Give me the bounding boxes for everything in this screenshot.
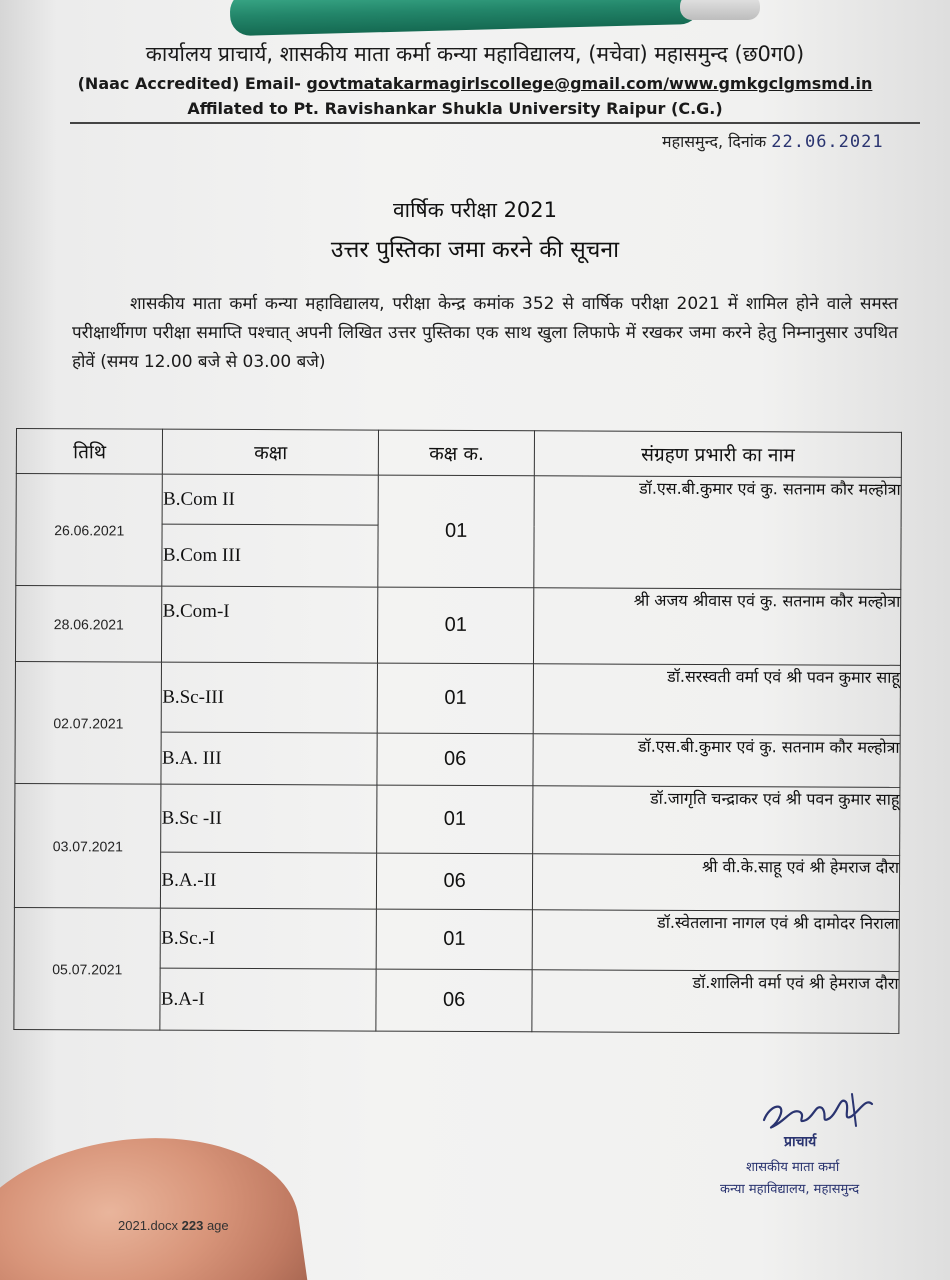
date-cell: 02.07.2021 [15, 661, 162, 784]
class-cell: B.Com-I [162, 586, 378, 663]
header-class: कक्षा [163, 429, 379, 475]
footer-page-word: age [206, 1218, 229, 1233]
signature-scribble [756, 1086, 886, 1136]
class-cell: B.Sc-III [162, 662, 378, 733]
signature-role: प्राचार्य [784, 1134, 817, 1150]
room-cell: 06 [377, 733, 533, 786]
signature-org-line2: कन्या महाविद्यालय, महासमुन्द [720, 1182, 860, 1197]
place-date-label: महासमुन्द, दिनांक [662, 132, 767, 151]
date-cell: 05.07.2021 [14, 907, 161, 1030]
class-cell: B.A-I [160, 968, 376, 1031]
schedule-table [13, 428, 902, 1034]
table-row [15, 586, 900, 666]
room-cell: 06 [376, 969, 532, 1032]
class-cell: B.Sc.-I [161, 908, 377, 969]
pen-object [230, 0, 701, 36]
class-cell: B.A.-II [161, 852, 377, 909]
pen-cap [680, 0, 760, 20]
email-address: govtmatakarmagirlscollege@gmail.com/www.gmkgclgmsmd.in [306, 74, 873, 93]
header-incharge: संग्रहण प्रभारी का नाम [534, 431, 901, 478]
header-room: कक्ष क. [378, 430, 534, 476]
class-cell: B.Com II [162, 474, 378, 525]
incharge-cell: डॉ.जागृति चन्द्राकर एवं श्री पवन कुमार साहू [533, 786, 900, 856]
room-cell: 01 [377, 785, 533, 854]
incharge-cell: श्री वी.के.साहू एवं श्री हेमराज दौरा [533, 854, 900, 912]
table-row [16, 474, 901, 528]
signature-org-line1: शासकीय माता कर्मा [746, 1160, 840, 1175]
incharge-cell: डॉ.एस.बी.कुमार एवं कु. सतनाम कौर मल्होत्रा [533, 734, 900, 788]
table-header-row [16, 429, 901, 478]
email-prefix: (Naac Accredited) Email- [77, 74, 301, 93]
class-cell: B.Sc -II [161, 784, 377, 853]
place-date [662, 130, 884, 152]
office-line: कार्यालय प्राचार्य, शासकीय माता कर्मा कन्या महाविद्यालय, (मचेवा) महासमुन्द (छ0ग0) [145, 42, 805, 66]
room-cell: 01 [378, 475, 534, 588]
incharge-cell: श्री अजय श्रीवास एवं कु. सतनाम कौर मल्होत्रा [534, 588, 901, 666]
room-cell: 01 [378, 587, 534, 664]
handwritten-date: 22.06.2021 [771, 132, 884, 152]
table-row [15, 661, 900, 735]
affiliation-line: Affilated to Pt. Ravishankar Shukla University Raipur (C.G.) [187, 99, 723, 118]
header-divider [70, 122, 920, 124]
incharge-cell: डॉ.स्वेतलाना नागल एवं श्री दामोदर निराला [532, 910, 899, 972]
header-date: तिथि [16, 429, 163, 475]
footer-file-name: 2021.docx [118, 1218, 178, 1233]
notice-body: शासकीय माता कर्मा कन्या महाविद्यालय, परीक्षा केन्द्र कमांक 352 से वार्षिक परीक्षा 2021 में शामिल होने वाले समस्त परीक्षार्थीगण परीक्षा समाप्ति पश्चात् अपनी लिखित उत्तर पुस्तिका एक साथ खुला लिफाफे में रखकर जमा करने हेतु निम्नानुसार उपथित होवें (समय 12.00 बजे से 03.00 बजे) [72, 294, 898, 372]
thumb-in-photo [0, 1117, 312, 1280]
room-cell: 06 [377, 853, 533, 910]
incharge-cell: डॉ.सरस्वती वर्मा एवं श्री पवन कुमार साहू [533, 664, 900, 736]
date-cell: 03.07.2021 [14, 783, 161, 908]
footer-page-number: 223 [181, 1218, 204, 1233]
notice-title: वार्षिक परीक्षा 2021 [392, 198, 558, 222]
signature-block [700, 1080, 940, 1210]
table-row [15, 783, 900, 855]
incharge-cell: डॉ.एस.बी.कुमार एवं कु. सतनाम कौर मल्होत्रा [534, 476, 901, 590]
table-row [14, 907, 899, 971]
class-cell: B.A. III [161, 732, 377, 785]
room-cell: 01 [376, 909, 532, 970]
room-cell: 01 [377, 663, 533, 734]
class-cell: B.Com III [162, 524, 378, 587]
date-cell: 28.06.2021 [15, 586, 162, 663]
incharge-cell: डॉ.शालिनी वर्मा एवं श्री हेमराज दौरा [532, 970, 899, 1034]
footer-file-info [118, 1218, 229, 1233]
date-cell: 26.06.2021 [16, 474, 163, 587]
notice-subtitle: उत्तर पुस्तिका जमा करने की सूचना [330, 237, 620, 263]
email-line [0, 74, 950, 93]
